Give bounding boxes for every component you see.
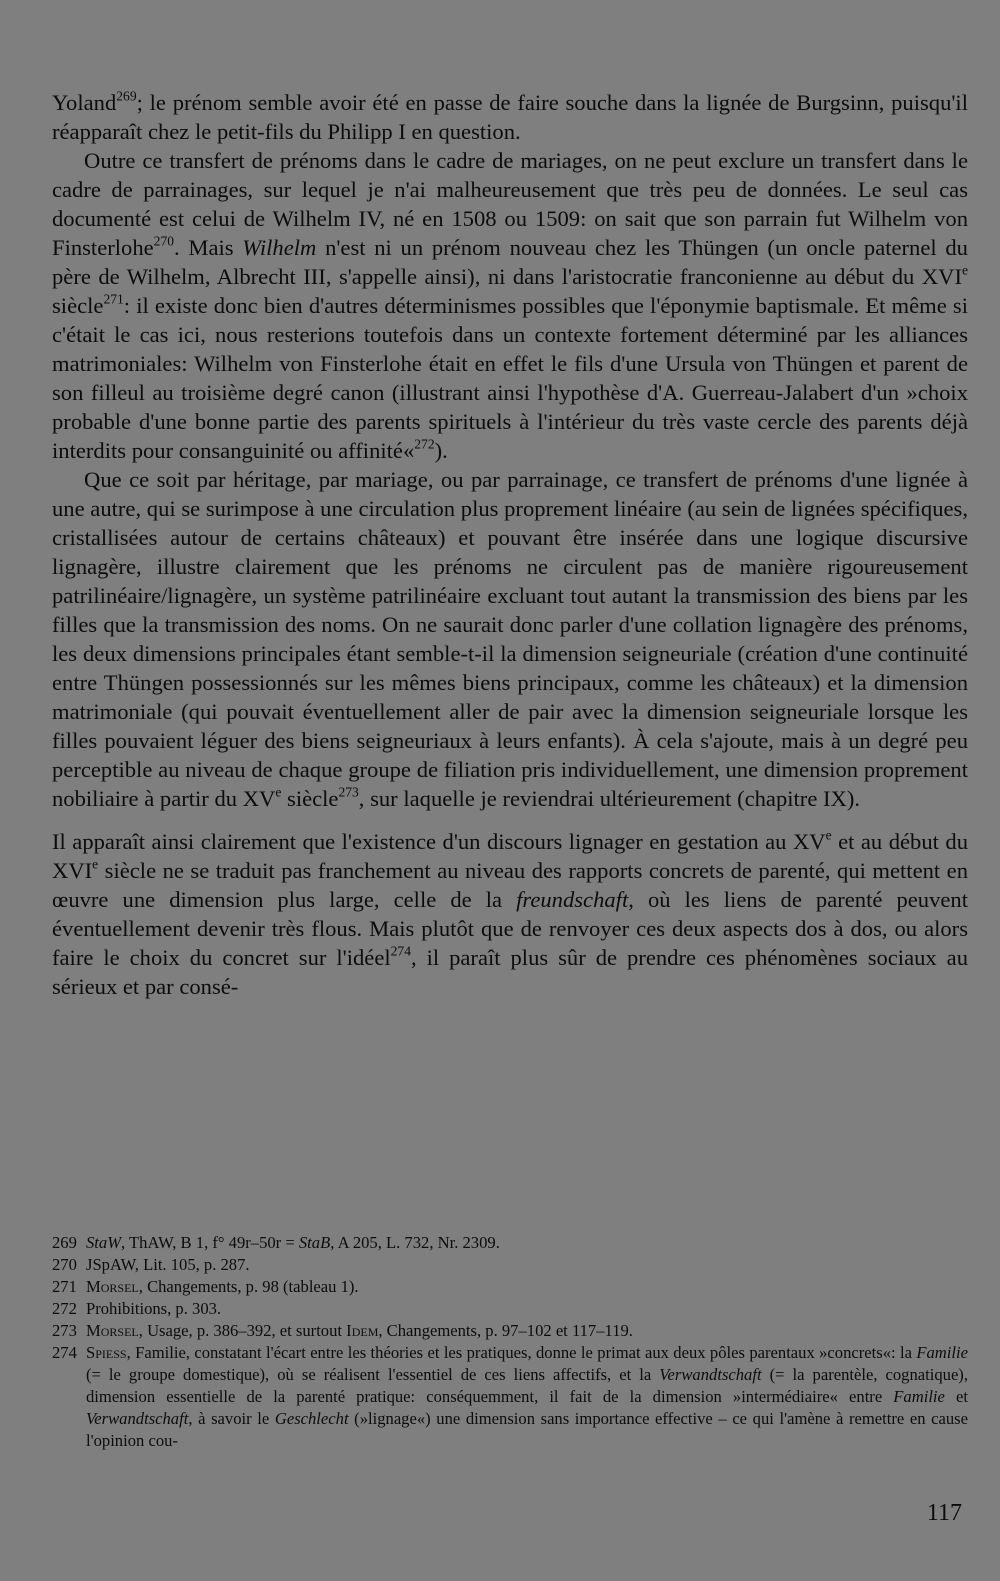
page-number: 117	[926, 1500, 962, 1526]
footnote	[52, 1342, 968, 1452]
footnote-number: 270	[52, 1255, 77, 1274]
footnote-number: 274	[52, 1343, 77, 1362]
text-run: et	[944, 1387, 968, 1406]
paragraph	[52, 827, 968, 1001]
text-run: siècle ne se traduit pas franchement au niveau des rapports concrets de parenté, qui mettent en œuvre une dimension plus large, celle de la	[52, 858, 968, 912]
footnote	[52, 1232, 968, 1254]
note-reference: 269	[116, 88, 137, 104]
footnote-text	[86, 1320, 968, 1342]
text-run: Il apparaît ainsi clairement que l'existence d'un discours lignager en gestation au XV	[52, 829, 826, 854]
text-run: , il paraît plus sûr de prendre ces phénomènes sociaux au sérieux et par consé-	[52, 945, 969, 999]
note-reference: 272	[414, 436, 435, 452]
text-run: , Usage, p. 386–392, et surtout	[138, 1321, 347, 1340]
footnote-text	[86, 1232, 968, 1254]
italic-text: Geschlecht	[274, 1409, 349, 1428]
footnote	[52, 1276, 968, 1298]
italic-text: Verwandtschaft	[86, 1409, 189, 1428]
paragraph	[52, 465, 968, 813]
footnote-text	[86, 1298, 968, 1320]
text-run: , Familie, constatant l'écart entre les théories et les pratiques, donne le primat aux deux pôles parentaux »concrets«: la	[126, 1343, 917, 1362]
italic-text: Verwandtschaft	[659, 1365, 762, 1384]
paragraph	[52, 146, 968, 465]
text-run: Yoland	[52, 90, 117, 115]
footnote	[52, 1254, 968, 1276]
text-run: (= le groupe domestique), où se réalisent l'essentiel de ces liens affectifs, et la	[86, 1365, 660, 1384]
text-run: JSpAW, Lit. 105, p. 287.	[86, 1255, 250, 1274]
text-run: n'est ni un prénom nouveau chez les Thüngen (un oncle paternel du père de Wilhelm, Albrecht III, s'appelle ainsi), ni dans l'aristocratie franconienne au début du XVI	[52, 235, 968, 289]
footnotes	[52, 1232, 968, 1452]
italic-text: Familie	[893, 1387, 945, 1406]
note-reference: e	[825, 827, 832, 843]
author-name: Morsel	[86, 1321, 139, 1340]
text-run: , ThAW, B 1, f° 49r–50r =	[121, 1233, 299, 1252]
note-reference: e	[961, 262, 968, 278]
text-run: (= la parentèle, cognatique), dimension essentielle de la parenté pratique: conséquemment, il fait de la dimension »intermédiaire« entre	[86, 1365, 968, 1406]
note-reference: e	[92, 856, 99, 872]
text-run: , A 205, L. 732, Nr. 2309.	[330, 1233, 500, 1252]
text-run: , où les liens de parenté peuvent éventuellement devenir très flous. Mais plutôt que de renvoyer ces deux aspects dos à dos, ou alors faire le choix du concret sur l'idéel	[52, 887, 968, 970]
note-reference: 273	[338, 784, 359, 800]
text-run: . Mais	[174, 235, 243, 260]
footnote	[52, 1298, 968, 1320]
text-run: : il existe donc bien d'autres déterminismes possibles que l'éponymie baptismale. Et même si c'était le cas ici, nous resterions toutefois dans un contexte fortement déterminé par les alliances matrimoniales: Wilhelm von Finsterlohe était en effet le fils d'une Ursula von Thüngen et parent de son filleul au troisième degré canon (illustrant ainsi l'hypothèse d'A. Guerreau-Jalabert d'un »choix probable d'une bonne partie des parents spirituels à l'intérieur du très vaste cercle des parents déjà interdits pour consanguinité ou affinité«	[52, 293, 968, 463]
note-reference: e	[275, 784, 282, 800]
text-run: siècle	[52, 293, 104, 318]
text-run: siècle	[281, 786, 339, 811]
italic-text: Wilhelm	[242, 235, 317, 260]
text-run: , Changements, p. 97–102 et 117–119.	[378, 1321, 633, 1340]
text-run: Outre ce transfert de prénoms dans le cadre de mariages, on ne peut exclure un transfert dans le cadre de parrainages, sur lequel je n'ai malheureusement que très peu de données. Le seul cas documenté est celui de Wilhelm IV, né en 1508 ou 1509: on sait que son parrain fut Wilhelm von Finsterlohe	[52, 148, 968, 260]
italic-text: StaB	[298, 1233, 331, 1252]
footnote-number: 272	[52, 1299, 77, 1318]
text-run: , Changements, p. 98 (tableau 1).	[138, 1277, 359, 1296]
text-run: ; le prénom semble avoir été en passe de faire souche dans la lignée de Burgsinn, puisqu'il réapparaît chez le petit-fils du Philipp I en question.	[52, 90, 968, 144]
footnote-number: 273	[52, 1321, 77, 1340]
note-reference: 274	[390, 943, 411, 959]
text-run: , à savoir le	[188, 1409, 275, 1428]
italic-text: StaW	[86, 1233, 122, 1252]
body-text	[52, 88, 968, 1001]
footnote-number: 269	[52, 1233, 77, 1252]
italic-text: Familie	[916, 1343, 968, 1362]
text-run: Prohibitions, p. 303.	[86, 1299, 222, 1318]
author-name: Morsel	[86, 1277, 139, 1296]
author-name: Spiess	[86, 1343, 127, 1362]
italic-text: freundschaft	[516, 887, 629, 912]
text-run: et au début du XVI	[52, 829, 968, 883]
text-run: ).	[434, 438, 448, 463]
footnote-text	[86, 1254, 968, 1276]
footnote-text	[86, 1342, 968, 1452]
footnote-text	[86, 1276, 968, 1298]
paragraph	[52, 88, 968, 146]
author-name: Idem	[346, 1321, 379, 1340]
note-reference: 271	[103, 291, 124, 307]
text-run: (»lignage«) une dimension sans importance effective – ce qui l'amène à remettre en cause l'opinion cou-	[86, 1409, 969, 1450]
footnote	[52, 1320, 968, 1342]
note-reference: 270	[153, 233, 174, 249]
text-run: Que ce soit par héritage, par mariage, ou par parrainage, ce transfert de prénoms d'une lignée à une autre, qui se surimpose à une circulation plus proprement linéaire (au sein de lignées spécifiques, cristallisées autour de certains châteaux) et pouvant être insérée dans une logique discursive lignagère, illustre clairement que les prénoms ne circulent pas de manière rigoureusement patrilinéaire/lignagère, un système patrilinéaire excluant tout autant la transmission des biens par les filles que la transmission des noms. On ne saurait donc parler d'une collation lignagère des prénoms, les deux dimensions principales étant semble-t-il la dimension seigneuriale (création d'une continuité entre Thüngen possessionnés sur les mêmes biens principaux, comme les châteaux) et la dimension matrimoniale (qui pouvait éventuellement aller de pair avec la dimension seigneuriale lorsque les filles pouvaient léguer des biens seigneuriaux à leurs enfants). À cela s'ajoute, mais à un degré peu perceptible au niveau de chaque groupe de filiation pris individuellement, une dimension proprement nobiliaire à partir du XV	[52, 467, 968, 811]
footnote-number: 271	[52, 1277, 77, 1296]
text-run: , sur laquelle je reviendrai ultérieurement (chapitre IX).	[358, 786, 861, 811]
